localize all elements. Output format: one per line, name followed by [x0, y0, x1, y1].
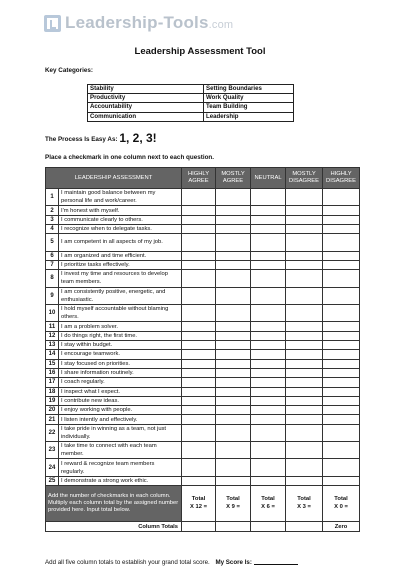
checkmark-cell[interactable]: [182, 387, 216, 396]
checkmark-cell[interactable]: [323, 322, 360, 331]
checkmark-cell[interactable]: [182, 341, 216, 350]
question-number: 10: [46, 305, 59, 322]
header-highly-agree: HIGHLY AGREE: [182, 168, 216, 189]
question-number: 25: [46, 476, 59, 485]
checkmark-cell[interactable]: [323, 415, 360, 424]
question-number: 15: [46, 359, 59, 368]
question-text: I stay focused on priorities.: [59, 359, 182, 368]
table-row: [46, 251, 360, 260]
checkmark-cell[interactable]: [216, 406, 251, 415]
column-total-cell[interactable]: [251, 486, 286, 522]
question-text: I communicate clearly to others.: [59, 215, 182, 224]
checkmark-cell[interactable]: [323, 396, 360, 405]
checkmark-cell[interactable]: [286, 406, 323, 415]
question-text: I invest my time and resources to develop team members.: [59, 270, 182, 287]
checkmark-cell[interactable]: [216, 387, 251, 396]
checkmark-cell[interactable]: [251, 224, 286, 233]
table-row: [46, 415, 360, 424]
question-text: I encourage teamwork.: [59, 350, 182, 359]
question-number: 5: [46, 234, 59, 251]
checkmark-cell[interactable]: [251, 476, 286, 485]
column-total-value-cell[interactable]: [286, 522, 323, 532]
table-row: [46, 224, 360, 233]
checkmark-cell[interactable]: [182, 251, 216, 260]
checkmark-cell[interactable]: [323, 224, 360, 233]
multiplier-label: X 0 =: [334, 503, 348, 510]
checkmark-cell[interactable]: [323, 476, 360, 485]
category-cell: Communication: [88, 112, 204, 121]
checkmark-cell[interactable]: [251, 206, 286, 215]
checkmark-cell[interactable]: [182, 350, 216, 359]
category-row: [88, 94, 294, 103]
question-text: I am a problem solver.: [59, 322, 182, 331]
total-label: Total: [297, 496, 311, 503]
checkmark-cell[interactable]: [182, 287, 216, 304]
checkmark-cell[interactable]: [286, 251, 323, 260]
checkmark-cell[interactable]: [182, 270, 216, 287]
table-row: [46, 359, 360, 368]
column-total-cell[interactable]: [286, 486, 323, 522]
checkmark-cell[interactable]: [182, 359, 216, 368]
question-number: 11: [46, 322, 59, 331]
page-title: Leadership Assessment Tool: [134, 46, 266, 57]
score-input-line[interactable]: [254, 559, 298, 565]
table-row: [46, 206, 360, 215]
checkmark-cell[interactable]: [286, 331, 323, 340]
checkmark-cell[interactable]: [323, 368, 360, 377]
question-text: I stay within budget.: [59, 341, 182, 350]
column-total-cell[interactable]: [323, 486, 360, 522]
multiplier-label: X 9 =: [226, 503, 240, 510]
checkmark-cell[interactable]: [216, 251, 251, 260]
checkmark-cell[interactable]: [286, 270, 323, 287]
category-row: [88, 112, 294, 121]
table-row: [46, 331, 360, 340]
table-header-row: [46, 168, 360, 189]
checkmark-cell[interactable]: [216, 224, 251, 233]
checkmark-cell[interactable]: [286, 287, 323, 304]
checkmark-cell[interactable]: [323, 206, 360, 215]
checkmark-cell[interactable]: [286, 415, 323, 424]
table-row: [46, 424, 360, 441]
checkmark-cell[interactable]: [323, 424, 360, 441]
checkmark-cell[interactable]: [182, 331, 216, 340]
checkmark-cell[interactable]: [216, 378, 251, 387]
checkmark-cell[interactable]: [251, 359, 286, 368]
footer-text: Add all five column totals to establish your grand total score.: [45, 559, 210, 566]
checkmark-cell[interactable]: [216, 234, 251, 251]
checkmark-cell[interactable]: [251, 424, 286, 441]
question-text: I coach regularly.: [59, 378, 182, 387]
zero-cell: Zero: [323, 522, 360, 532]
checkmark-cell[interactable]: [251, 251, 286, 260]
question-text: I contribute new ideas.: [59, 396, 182, 405]
checkmark-cell[interactable]: [286, 341, 323, 350]
table-row: [46, 378, 360, 387]
question-number: 21: [46, 415, 59, 424]
question-text: I prioritize tasks effectively.: [59, 260, 182, 269]
category-cell: Work Quality: [204, 94, 294, 103]
checkmark-cell[interactable]: [251, 350, 286, 359]
table-row: [46, 305, 360, 322]
checkmark-cell[interactable]: [251, 442, 286, 459]
checkmark-cell[interactable]: [216, 215, 251, 224]
checkmark-cell[interactable]: [323, 350, 360, 359]
multiplier-label: X 3 =: [297, 503, 311, 510]
question-text: I hold myself accountable without blaming others.: [59, 305, 182, 322]
column-total-cell[interactable]: [182, 486, 216, 522]
question-number: 20: [46, 406, 59, 415]
checkmark-cell[interactable]: [251, 396, 286, 405]
total-label: Total: [191, 496, 206, 503]
table-row: [46, 260, 360, 269]
question-text: I inspect what I expect.: [59, 387, 182, 396]
checkmark-cell[interactable]: [251, 260, 286, 269]
question-number: 12: [46, 331, 59, 340]
checkmark-cell[interactable]: [216, 396, 251, 405]
checkmark-cell[interactable]: [251, 215, 286, 224]
checkmark-cell[interactable]: [182, 459, 216, 476]
checkmark-cell[interactable]: [216, 189, 251, 206]
checkmark-cell[interactable]: [216, 476, 251, 485]
checkmark-cell[interactable]: [251, 305, 286, 322]
checkmark-cell[interactable]: [251, 341, 286, 350]
question-text: I enjoy working with people.: [59, 406, 182, 415]
header-neutral: NEUTRAL: [251, 168, 286, 189]
checkmark-cell[interactable]: [182, 442, 216, 459]
checkmark-cell[interactable]: [286, 459, 323, 476]
totals-instructions: Add the number of checkmarks in each column. Multiply each column total by the assigned number provided here. Input total below.: [46, 486, 182, 522]
question-text: I recognize when to delegate tasks.: [59, 224, 182, 233]
checkmark-cell[interactable]: [286, 476, 323, 485]
checkmark-cell[interactable]: [323, 189, 360, 206]
category-cell: Accountability: [88, 103, 204, 112]
checkmark-cell[interactable]: [216, 287, 251, 304]
checkmark-cell[interactable]: [323, 359, 360, 368]
question-number: 8: [46, 270, 59, 287]
checkmark-cell[interactable]: [251, 406, 286, 415]
question-number: 24: [46, 459, 59, 476]
checkmark-cell[interactable]: [216, 331, 251, 340]
checkmark-cell[interactable]: [323, 287, 360, 304]
question-text: I reward & recognize team members regularly.: [59, 459, 182, 476]
checkmark-cell[interactable]: [216, 206, 251, 215]
checkmark-cell[interactable]: [286, 387, 323, 396]
total-label: Total: [334, 496, 348, 503]
question-number: 1: [46, 189, 59, 206]
category-row: [88, 85, 294, 94]
header-mostly-disagree: MOSTLY DISAGREE: [286, 168, 323, 189]
process-line: [45, 131, 157, 145]
table-row: [46, 396, 360, 405]
column-total-value-cell[interactable]: [182, 522, 216, 532]
checkmark-cell[interactable]: [182, 234, 216, 251]
checkmark-cell[interactable]: [216, 359, 251, 368]
checkmark-cell[interactable]: [286, 189, 323, 206]
question-number: 4: [46, 224, 59, 233]
score-label: My Score Is:: [215, 559, 252, 566]
checkmark-cell[interactable]: [216, 270, 251, 287]
question-text: I am organized and time efficient.: [59, 251, 182, 260]
category-cell: Stability: [88, 85, 204, 94]
checkmark-cell[interactable]: [182, 260, 216, 269]
checkmark-cell[interactable]: [251, 189, 286, 206]
checkmark-cell[interactable]: [216, 368, 251, 377]
checkmark-cell[interactable]: [323, 234, 360, 251]
question-number: 14: [46, 350, 59, 359]
table-row: [46, 476, 360, 485]
assessment-table: [45, 167, 360, 532]
checkmark-cell[interactable]: [323, 270, 360, 287]
checkmark-cell[interactable]: [182, 206, 216, 215]
checkmark-cell[interactable]: [323, 459, 360, 476]
checkmark-cell[interactable]: [251, 387, 286, 396]
checkmark-cell[interactable]: [286, 224, 323, 233]
checkmark-cell[interactable]: [216, 442, 251, 459]
checkmark-cell[interactable]: [323, 215, 360, 224]
header-highly-disagree: HIGHLY DISAGREE: [323, 168, 360, 189]
question-text: I am competent in all aspects of my job.: [59, 234, 182, 251]
category-row: [88, 103, 294, 112]
checkmark-cell[interactable]: [182, 476, 216, 485]
question-number: 22: [46, 424, 59, 441]
checkmark-cell[interactable]: [251, 234, 286, 251]
checkmark-cell[interactable]: [216, 459, 251, 476]
table-row: [46, 270, 360, 287]
checkmark-cell[interactable]: [182, 396, 216, 405]
checkmark-cell[interactable]: [286, 215, 323, 224]
question-text: I am consistently positive, energetic, and enthusiastic.: [59, 287, 182, 304]
column-totals-row: [46, 522, 360, 532]
question-text: I demonstrate a strong work ethic.: [59, 476, 182, 485]
question-number: 2: [46, 206, 59, 215]
checkmark-cell[interactable]: [323, 406, 360, 415]
question-text: I'm honest with myself.: [59, 206, 182, 215]
table-row: [46, 287, 360, 304]
checkmark-cell[interactable]: [323, 341, 360, 350]
table-row: [46, 350, 360, 359]
checkmark-cell[interactable]: [216, 305, 251, 322]
table-row: [46, 234, 360, 251]
question-number: 23: [46, 442, 59, 459]
category-cell: Productivity: [88, 94, 204, 103]
question-number: 13: [46, 341, 59, 350]
checkmark-cell[interactable]: [182, 415, 216, 424]
category-cell: Leadership: [204, 112, 294, 121]
checkmark-cell[interactable]: [182, 305, 216, 322]
instruction-text: Place a checkmark in one column next to each question.: [45, 154, 215, 161]
checkmark-cell[interactable]: [216, 424, 251, 441]
checkmark-cell[interactable]: [286, 396, 323, 405]
checkbox-logo-icon: [44, 15, 61, 32]
multiplier-label: X 6 =: [261, 503, 275, 510]
table-row: [46, 215, 360, 224]
table-row: [46, 189, 360, 206]
checkmark-cell[interactable]: [286, 368, 323, 377]
checkmark-cell[interactable]: [251, 331, 286, 340]
checkmark-cell[interactable]: [286, 305, 323, 322]
category-cell: Setting Boundaries: [204, 85, 294, 94]
category-cell: Team Building: [204, 103, 294, 112]
checkmark-cell[interactable]: [286, 260, 323, 269]
checkmark-cell[interactable]: [182, 322, 216, 331]
column-total-value-cell[interactable]: [216, 522, 251, 532]
logo: [44, 11, 233, 35]
checkmark-cell[interactable]: [323, 331, 360, 340]
checkmark-cell[interactable]: [251, 270, 286, 287]
total-label: Total: [226, 496, 240, 503]
checkmark-cell[interactable]: [182, 368, 216, 377]
checkmark-cell[interactable]: [182, 406, 216, 415]
table-row: [46, 368, 360, 377]
question-number: 16: [46, 368, 59, 377]
key-categories-table: [87, 84, 294, 122]
checkmark-cell[interactable]: [286, 234, 323, 251]
checkmark-cell[interactable]: [323, 378, 360, 387]
checkmark-cell[interactable]: [323, 305, 360, 322]
checkmark-cell[interactable]: [286, 206, 323, 215]
question-number: 9: [46, 287, 59, 304]
checkmark-cell[interactable]: [251, 378, 286, 387]
table-row: [46, 387, 360, 396]
checkmark-cell[interactable]: [216, 341, 251, 350]
checkmark-cell[interactable]: [286, 424, 323, 441]
checkmark-cell[interactable]: [251, 322, 286, 331]
question-number: 19: [46, 396, 59, 405]
checkmark-cell[interactable]: [216, 260, 251, 269]
checkmark-cell[interactable]: [323, 387, 360, 396]
question-text: I listen intently and effectively.: [59, 415, 182, 424]
checkmark-cell[interactable]: [251, 415, 286, 424]
table-row: [46, 442, 360, 459]
table-row: [46, 322, 360, 331]
totals-row: [46, 486, 360, 522]
question-text: I take pride in winning as a team, not just individually.: [59, 424, 182, 441]
checkmark-cell[interactable]: [323, 260, 360, 269]
question-number: 18: [46, 387, 59, 396]
table-row: [46, 341, 360, 350]
checkmark-cell[interactable]: [286, 350, 323, 359]
checkmark-cell[interactable]: [323, 251, 360, 260]
checkmark-cell[interactable]: [251, 287, 286, 304]
checkmark-cell[interactable]: [182, 378, 216, 387]
checkmark-cell[interactable]: [216, 322, 251, 331]
checkmark-cell[interactable]: [182, 424, 216, 441]
key-categories-label: Key Categories:: [45, 67, 93, 74]
footer: [45, 559, 298, 566]
header-assessment: LEADERSHIP ASSESSMENT: [46, 168, 182, 189]
multiplier-label: X 12 =: [190, 503, 207, 510]
question-text: I maintain good balance between my personal life and work/career.: [59, 189, 182, 206]
checkmark-cell[interactable]: [216, 350, 251, 359]
question-number: 6: [46, 251, 59, 260]
checkmark-cell[interactable]: [251, 368, 286, 377]
table-row: [46, 459, 360, 476]
checkmark-cell[interactable]: [286, 378, 323, 387]
question-text: I share information routinely.: [59, 368, 182, 377]
question-number: 7: [46, 260, 59, 269]
logo-text: Leadership-Tools.com: [65, 13, 234, 32]
question-number: 17: [46, 378, 59, 387]
checkmark-cell[interactable]: [182, 224, 216, 233]
checkmark-cell[interactable]: [182, 215, 216, 224]
checkmark-cell[interactable]: [286, 359, 323, 368]
checkmark-cell[interactable]: [323, 442, 360, 459]
checkmark-cell[interactable]: [286, 322, 323, 331]
question-text: I do things right, the first time.: [59, 331, 182, 340]
table-row: [46, 406, 360, 415]
question-number: 3: [46, 215, 59, 224]
header-mostly-agree: MOSTLY AGREE: [216, 168, 251, 189]
checkmark-cell[interactable]: [216, 415, 251, 424]
column-total-value-cell[interactable]: [251, 522, 286, 532]
total-label: Total: [261, 496, 275, 503]
process-steps: 1, 2, 3!: [119, 131, 157, 145]
checkmark-cell[interactable]: [286, 442, 323, 459]
column-totals-label: Column Totals: [46, 522, 182, 532]
checkmark-cell[interactable]: [251, 459, 286, 476]
column-total-cell[interactable]: [216, 486, 251, 522]
process-label: The Process Is Easy As:: [45, 136, 118, 143]
question-text: I take time to connect with each team member.: [59, 442, 182, 459]
checkmark-cell[interactable]: [182, 189, 216, 206]
